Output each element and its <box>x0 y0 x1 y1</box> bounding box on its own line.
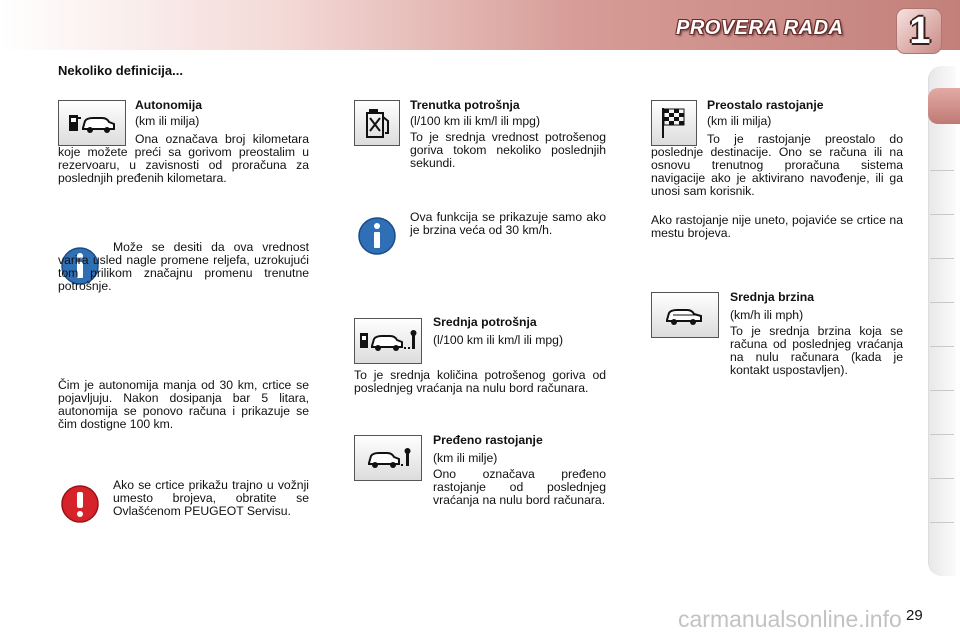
average-speed-body: To je srednja brzina koja se računa od poslednjeg vraćanja na nulu računara (kada je kontakt uspostavljen). <box>730 324 903 377</box>
tab-divider <box>930 258 954 259</box>
chapter-tab-active[interactable] <box>928 88 960 124</box>
tab-divider <box>930 346 954 347</box>
remaining-distance-header <box>707 99 903 131</box>
tab-divider <box>930 478 954 479</box>
warning-text: Ako se crtice prikažu trajno u vožnji umesto brojeva, obratite se Ovlašćenom PEUGEOT Servisu. <box>113 478 309 518</box>
remaining-distance-unit: (km ili milja) <box>707 114 772 128</box>
instant-consumption-body: To je srednja vrednost potrošenog goriva tokom nekoliko poslednjih sekundi. <box>410 130 606 170</box>
distance-travelled-unit: (km ili milje) <box>433 451 498 465</box>
remaining-distance-title: Preostalo rastojanje <box>707 98 824 112</box>
fuel-pump-icon <box>354 100 400 146</box>
average-consumption-body: To je srednja količina potrošenog goriva od poslednjeg vraćanja na nulu bord računara. <box>354 368 606 395</box>
instant-consumption-unit: (l/100 km ili km/l ili mpg) <box>410 114 541 128</box>
watermark: carmanualsonline.info <box>678 606 902 632</box>
average-consumption-title: Srednja potrošnja <box>433 315 537 329</box>
distance-travelled-title: Pređeno rastojanje <box>433 433 543 447</box>
tab-divider <box>930 170 954 171</box>
autonomy-header <box>135 99 309 131</box>
autonomy-title: Autonomija <box>135 98 203 112</box>
warning-icon <box>60 484 100 524</box>
average-speed-block <box>730 291 903 380</box>
info-icon <box>357 216 397 256</box>
average-speed-title: Srednja brzina <box>730 290 814 304</box>
chapter-badge <box>896 8 942 54</box>
tab-divider <box>930 522 954 523</box>
average-consumption-unit: (l/100 km ili km/l ili mpg) <box>433 333 564 347</box>
remaining-distance-body: To je rastojanje preostalo do poslednje destinacije. Ono se računa ili na osnovu trenutnog proračuna sistema navigacije ako je aktivirano navođenje, ili ga unosi sam korisnik. <box>651 132 903 198</box>
tab-divider <box>930 434 954 435</box>
autonomy-body: Ona označava broj kilometara koje možete preći sa gorivom preostalim u rezervoaru, u zavisnosti od proračuna za poslednjih pređenih kilometara. <box>58 132 309 185</box>
remaining-distance-note: Ako rastojanje nije uneto, pojaviće se crtice na mestu brojeva. <box>651 213 903 240</box>
autonomy-low-text: Čim je autonomija manja od 30 km, crtice se pojavljuju. Nakon dosipanja bar 5 litara, autonomija se ponovo računa i prikazuje se čim dostigne 100 km. <box>58 378 309 431</box>
chapter-tab-strip <box>928 66 956 576</box>
average-consumption-icon <box>354 318 422 364</box>
distance-travelled-block <box>433 434 606 510</box>
section-title: Nekoliko definicija... <box>58 63 183 78</box>
average-consumption-header <box>433 316 606 350</box>
page-number: 29 <box>906 607 923 624</box>
tab-divider <box>930 302 954 303</box>
distance-travelled-body: Ono označava pređeno rastojanje od poslednjeg vraćanja na nulu bord računara. <box>433 467 606 507</box>
instant-consumption-title: Trenutka potrošnja <box>410 98 520 112</box>
page-header-title: PROVERA RADA <box>676 17 844 39</box>
info-left-text: Može se desiti da ova vrednost varira usled nagle promene reljefa, uzrokujući tom prilikom značajnu promenu trenutne potrošnje. <box>58 240 309 293</box>
tab-divider <box>930 390 954 391</box>
average-speed-unit: (km/h ili mph) <box>730 308 804 322</box>
autonomy-unit: (km ili milja) <box>135 114 200 128</box>
distance-travelled-icon <box>354 435 422 481</box>
instant-consumption-block <box>410 99 606 173</box>
info-middle-text: Ova funkcija se prikazuje samo ako je brzina veća od 30 km/h. <box>410 210 606 237</box>
tab-divider <box>930 214 954 215</box>
average-speed-icon <box>651 292 719 338</box>
chapter-number: 1 <box>909 10 931 52</box>
